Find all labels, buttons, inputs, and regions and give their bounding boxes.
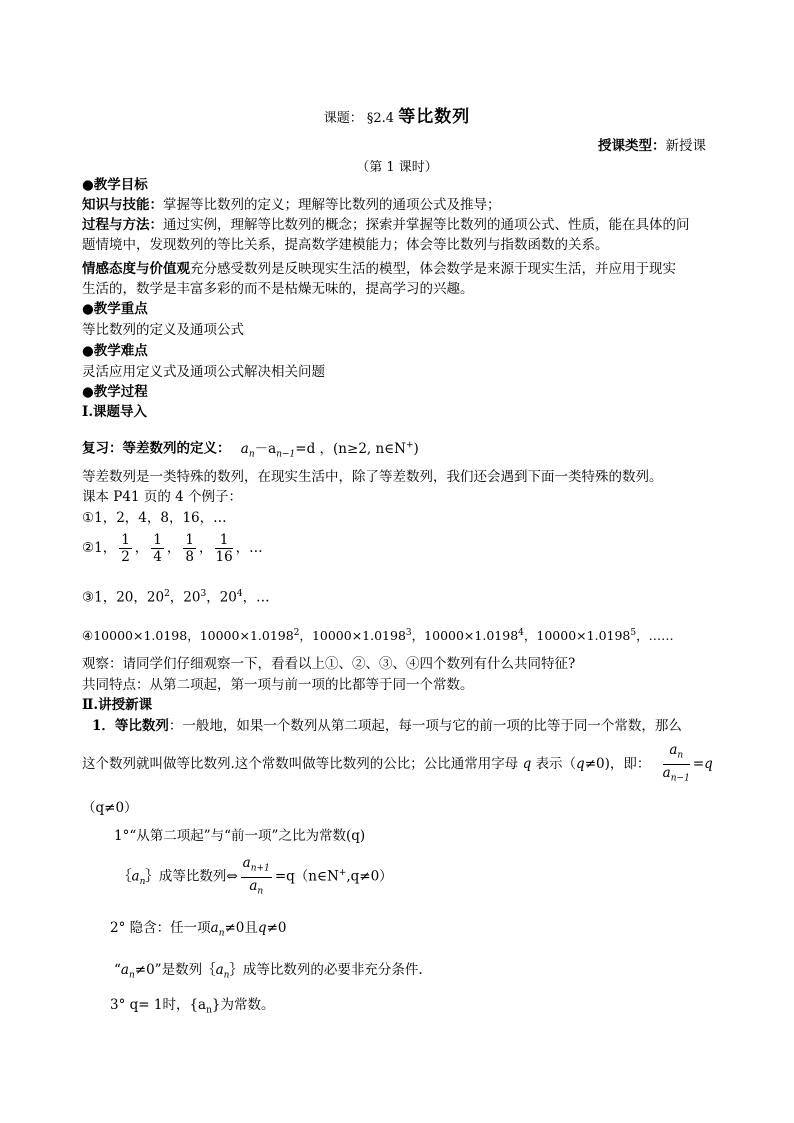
key-text: 等比数列的定义及通项公式	[82, 322, 244, 338]
difficulty-heading: ●教学难点	[82, 343, 148, 359]
lesson-type-value: 新授课	[665, 138, 706, 154]
note-1-formula: $\{a_n\}$成等比数列⇔ $\frac{a_{n+1}}{a_n}$ =q（n∈N+,q≠0）	[118, 853, 393, 902]
part2-heading: Ⅱ.讲授新课	[82, 697, 153, 713]
ex4-start: ④10000×1.0198	[82, 628, 188, 644]
emotion-label: 情感态度与价值观	[82, 261, 190, 277]
review-plus: +	[406, 440, 414, 450]
title-main: 等比数列	[398, 107, 471, 127]
review-sub-n1: n−1	[276, 449, 296, 460]
example-3: ③1，20，$20^2$，$20^3$，$20^4$，…	[82, 589, 270, 606]
process-text-1: 通过实例，理解等比数列的概念；探索并掌握等比数列的通项公式、性质，能在具体的问	[163, 217, 690, 233]
example-2: ②1， $\frac{1}{2}$ ， $\frac{1}{4}$ ， $\frac{1}{8}$ ， $\frac{1}{16}$ ，…	[82, 532, 263, 565]
goals-process	[82, 216, 690, 234]
note-2b: “$a_n\ne 0$”是数列$\{a_n\}$成等比数列的必要非充分条件.	[114, 962, 423, 981]
ex3-end: ，…	[242, 589, 270, 606]
process-heading: ●教学过程	[82, 384, 148, 400]
definition-label: 1．等比数列	[92, 718, 169, 734]
definition-line-2: 这个数列就叫做等比数列.这个常数叫做等比数列的公比；公比通常用字母 q 表示（q≠0)，即： $\frac{a_n}{a_{n-1}}$ =q	[82, 742, 713, 787]
ex2-frac-4: $\frac{1}{16}$	[215, 532, 233, 565]
example-1: ①1，2，4，8，16，…	[82, 510, 227, 526]
emotion-text-1: 充分感受数列是反映现实生活的模型，体会数学是来源于现实生活，并应用于现实	[190, 261, 676, 277]
ex2-start: ②1，	[82, 540, 117, 556]
emotion-text-2: 生活的，数学是丰富多彩的而不是枯燥无味的，提高学习的兴趣。	[82, 281, 474, 297]
review-mid: －a	[254, 440, 277, 457]
review-label: 复习：等差数列的定义：	[82, 440, 231, 457]
intro-text: 等差数列是一类特殊的数列，在现实生活中，除了等差数列，我们还会遇到下面一类特殊的数列。	[82, 469, 663, 485]
ex4-end: ，……	[636, 628, 674, 644]
note-1: 1°“从第二项起”与“前一项”之比为常数(q)	[114, 828, 366, 844]
definition-text: ：一般地，如果一个数列从第二项起，每一项与它的前一项的比等于同一个常数，那么	[168, 718, 682, 734]
goals-heading: ●教学目标	[82, 177, 148, 193]
review-a: a	[240, 440, 249, 457]
review-close: )	[413, 440, 419, 457]
review-tail: =d ，(n≥2, n∈N	[295, 440, 406, 457]
process-label: 过程与方法：	[82, 217, 163, 233]
ex2-frac-1: $\frac{1}{2}$	[121, 532, 130, 565]
goals-emotion	[82, 260, 676, 278]
title-prefix: 课题：	[323, 111, 363, 126]
ex2-end: ，…	[235, 540, 263, 556]
review-line	[82, 436, 419, 463]
definition-condition: （q≠0）	[82, 800, 138, 816]
example-4: ④10000×1.0198，$10000\times 1.0198^2$，$10000\times 1.0198^3$，$10000\times 1.0198^4$，$10000\times 1.0198^5$，……	[82, 628, 674, 644]
note1-fraction: $\frac{a_{n+1}}{a_n}$	[242, 854, 270, 897]
goals-knowledge	[82, 196, 501, 214]
lesson-type	[598, 134, 706, 154]
common-feature: 共同特点：从第二项起，第一项与前一项的比都等于同一个常数。	[82, 677, 474, 693]
lesson-type-label: 授课类型：	[598, 138, 666, 154]
textbook-ref: 课本 P41 页的 4 个例子：	[82, 489, 243, 505]
difficulty-text: 灵活应用定义式及通项公式解决相关问题	[82, 364, 325, 380]
key-heading: ●教学重点	[82, 301, 148, 317]
observe-text: 观察：请同学们仔细观察一下，看看以上①、②、③、④四个数列有什么共同特征?	[82, 656, 576, 672]
knowledge-text: 掌握等比数列的定义；理解等比数列的通项公式及推导；	[163, 197, 501, 213]
lesson-title	[0, 102, 794, 127]
note-2: 2° 隐含：任一项$a_n\ne 0$且q≠0	[110, 920, 287, 939]
section-number: §2.4	[366, 111, 395, 126]
part1-heading: Ⅰ.课题导入	[82, 404, 148, 420]
ex3-start: ③1，20，	[82, 589, 147, 606]
review-sub-n: n	[248, 449, 255, 460]
ex2-frac-2: $\frac{1}{4}$	[153, 532, 162, 565]
ex2-frac-3: $\frac{1}{8}$	[185, 532, 194, 565]
knowledge-label: 知识与技能：	[82, 197, 163, 213]
lesson-number: （第 1 课时）	[356, 160, 438, 175]
definition-fraction: $\frac{a_n}{a_{n-1}}$	[662, 742, 690, 784]
note-3: 3° q= 1时，$\{a_n\}$为常数。	[110, 997, 275, 1016]
definition-line-1	[92, 717, 682, 735]
process-text-2: 题情境中，发现数列的等比关系，提高数学建模能力；体会等比数列与指数函数的关系。	[82, 237, 609, 253]
